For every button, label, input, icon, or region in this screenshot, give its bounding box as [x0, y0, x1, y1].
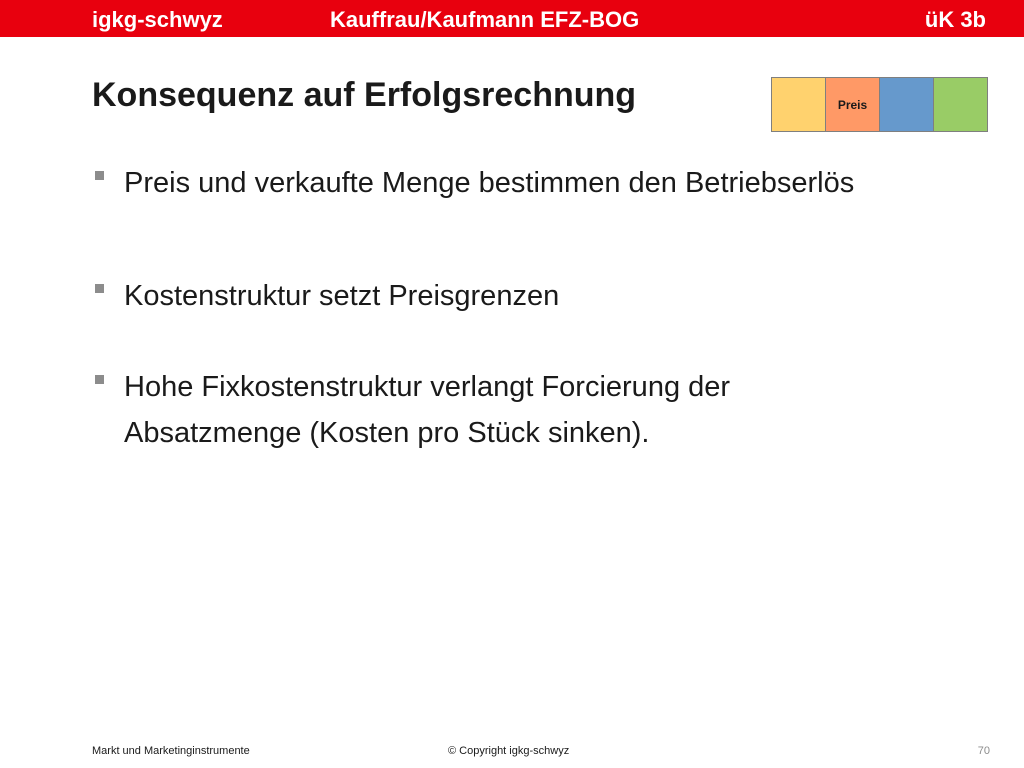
header-bar [0, 0, 1024, 37]
page-number: 70 [977, 745, 990, 757]
square-bullet-icon [92, 273, 124, 317]
bullet-text: Kostenstruktur setzt Preisgrenzen [124, 280, 560, 312]
mix-box-promotion [933, 77, 988, 132]
square-bullet-icon [92, 364, 124, 408]
bullet-text: Hohe Fixkostenstruktur verlangt Forcierung der Absatzmenge (Kosten pro Stück sinken). [124, 371, 731, 449]
footer-copyright: © Copyright igkg-schwyz [448, 745, 570, 757]
bullet-item [92, 273, 992, 319]
bullet-item [92, 160, 992, 206]
mix-box-place [879, 77, 934, 132]
header-organization: igkg-schwyz [92, 7, 223, 32]
header-course: Kauffrau/Kaufmann EFZ-BOG [330, 7, 640, 32]
mix-box-price [825, 77, 880, 132]
bullet-item [92, 364, 992, 456]
header-module: üK 3b [924, 7, 986, 32]
slide-title: Konsequenz auf Erfolgsrechnung [92, 76, 637, 114]
mix-box-label: Preis [837, 97, 868, 112]
footer-topic: Markt und Marketinginstrumente [92, 745, 250, 757]
square-bullet-icon [92, 160, 124, 204]
bullet-text: Preis und verkaufte Menge bestimmen den Betriebserlös [124, 167, 855, 199]
marketing-mix-boxes [771, 77, 988, 131]
mix-box-product [771, 77, 826, 132]
